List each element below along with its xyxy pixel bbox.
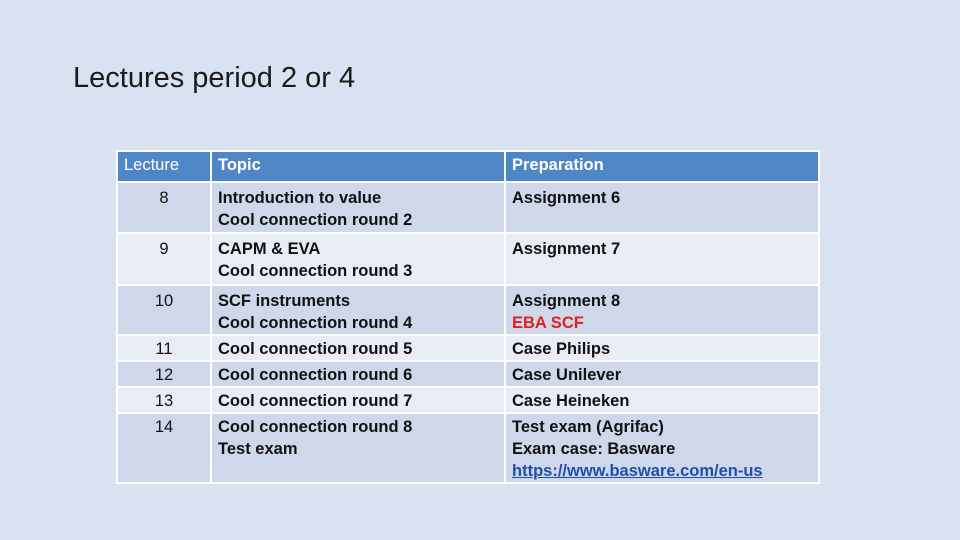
lecture-number: 12 [117, 361, 211, 387]
preparation-line: Case Unilever [512, 366, 622, 384]
table-row [117, 233, 819, 285]
header-lecture: Lecture [117, 151, 211, 182]
topic-cell [211, 285, 505, 335]
preparation-cell [505, 335, 819, 361]
preparation-line: Exam case: Basware [512, 440, 676, 458]
preparation-cell [505, 361, 819, 387]
preparation-line: Case Heineken [512, 392, 630, 410]
topic-line: Introduction to value [218, 189, 382, 207]
table-row [117, 361, 819, 387]
table-row [117, 285, 819, 335]
topic-cell [211, 182, 505, 233]
preparation-cell [505, 182, 819, 233]
topic-cell [211, 233, 505, 285]
lecture-number: 8 [117, 182, 211, 233]
topic-cell [211, 361, 505, 387]
lecture-number: 10 [117, 285, 211, 335]
preparation-line: Assignment 7 [512, 240, 621, 258]
lecture-number: 14 [117, 413, 211, 483]
topic-line: Cool connection round 6 [218, 366, 413, 384]
topic-line: Test exam [218, 440, 298, 458]
topic-cell [211, 387, 505, 413]
slide-title: Lectures period 2 or 4 [73, 62, 356, 94]
preparation-cell [505, 285, 819, 335]
topic-line: CAPM & EVA [218, 240, 321, 258]
lecture-number: 9 [117, 233, 211, 285]
preparation-line: Case Philips [512, 340, 611, 358]
preparation-cell [505, 233, 819, 285]
topic-line: Cool connection round 4 [218, 314, 413, 332]
table-row [117, 182, 819, 233]
topic-line: Cool connection round 2 [218, 211, 413, 229]
table-row [117, 413, 819, 483]
table-row [117, 387, 819, 413]
topic-line: Cool connection round 7 [218, 392, 413, 410]
lecture-schedule-table [116, 150, 820, 484]
topic-line: Cool connection round 8 [218, 418, 413, 436]
basware-link[interactable]: https://www.basware.com/en-us [512, 462, 763, 480]
table-header-row [117, 151, 819, 182]
header-preparation: Preparation [505, 151, 819, 182]
preparation-line: Test exam (Agrifac) [512, 418, 664, 436]
preparation-cell [505, 387, 819, 413]
table-row [117, 335, 819, 361]
preparation-line: Assignment 8 [512, 292, 621, 310]
topic-line: Cool connection round 5 [218, 340, 413, 358]
header-topic: Topic [211, 151, 505, 182]
lecture-number: 11 [117, 335, 211, 361]
topic-line: SCF instruments [218, 292, 351, 310]
topic-cell [211, 335, 505, 361]
preparation-line: Assignment 6 [512, 189, 621, 207]
preparation-cell [505, 413, 819, 483]
topic-cell [211, 413, 505, 483]
preparation-highlight: EBA SCF [512, 314, 584, 332]
lecture-number: 13 [117, 387, 211, 413]
topic-line: Cool connection round 3 [218, 262, 413, 280]
